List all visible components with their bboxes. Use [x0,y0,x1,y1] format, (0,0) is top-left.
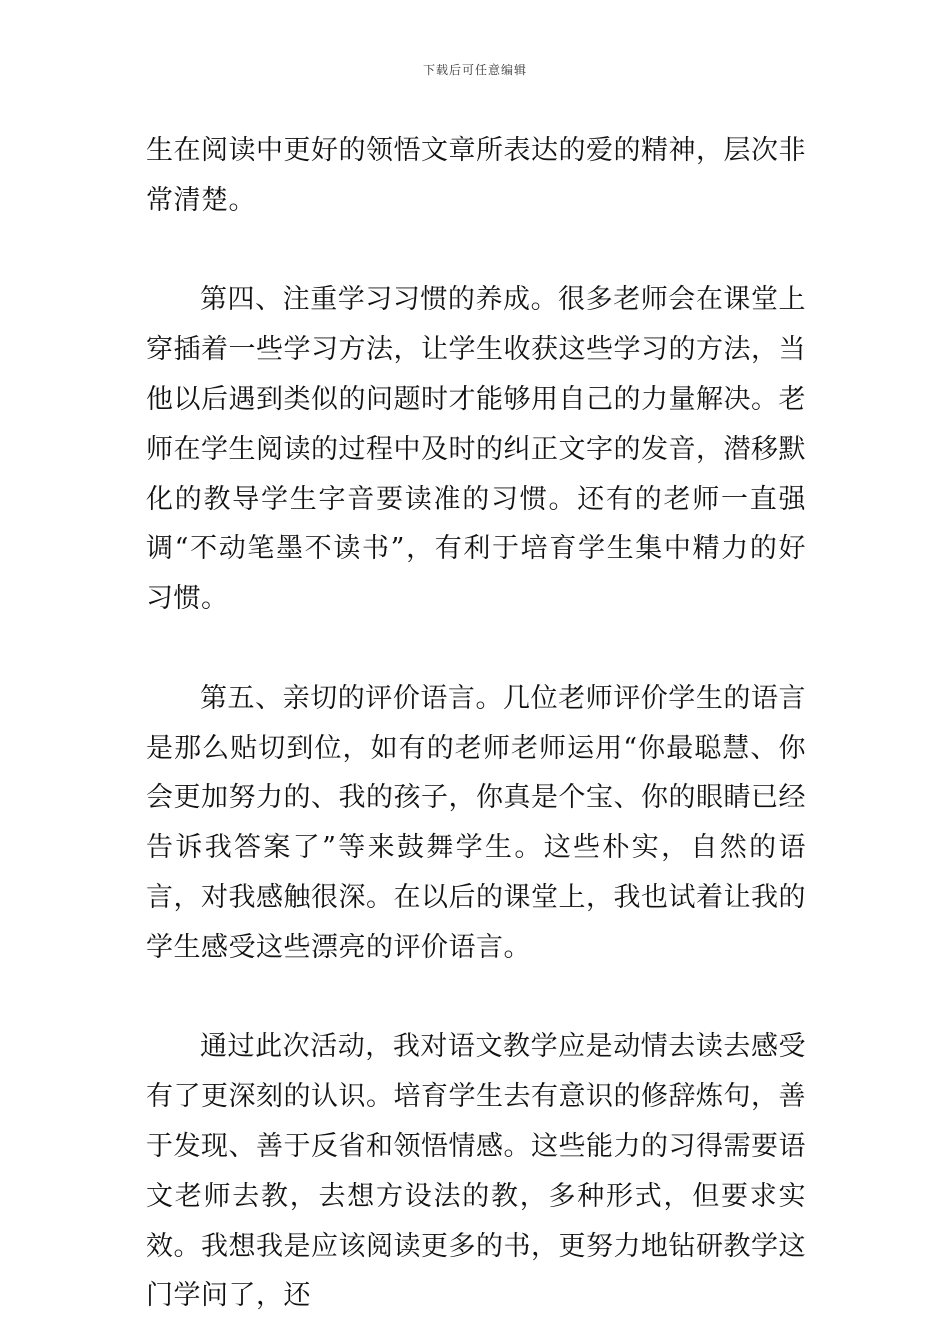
paragraph-study-habits: 第四、注重学习习惯的养成。很多老师会在课堂上穿插着一些学习方法，让学生收获这些学习的方法，当他以后遇到类似的问题时才能够用自己的力量解决。老师在学生阅读的过程中及时的纠正文字的发音，潜移默化的教导学生字音要读准的习惯。还有的老师一直强调“不动笔墨不读书”，有利于培育学生集中精力的好习惯。 [146,284,806,615]
paragraph-spacer [146,226,806,276]
paragraph-spacer [146,973,806,1023]
document-body [146,126,806,1321]
paragraph-reflection: 通过此次活动，我对语文教学应是动情去读去感受有了更深刻的认识。培育学生去有意识的修辞炼句，善于发现、善于反省和领悟情感。这些能力的习得需要语文老师去教，去想方设法的教，多种形式，但要求实效。我想我是应该阅读更多的书，更努力地钻研教学这门学问了，还 [146,1031,806,1312]
paragraph-evaluation-language: 第五、亲切的评价语言。几位老师评价学生的语言是那么贴切到位，如有的老师老师运用“你最聪慧、你会更加努力的、我的孩子，你真是个宝、你的眼睛已经告诉我答案了”等来鼓舞学生。这些朴实，自然的语言，对我感触很深。在以后的课堂上，我也试着让我的学生感受这些漂亮的评价语言。 [146,682,806,963]
paragraph-continuation: 生在阅读中更好的领悟文章所表达的爱的精神，层次非常清楚。 [146,135,806,216]
page-header-note: 下载后可任意编辑 [422,63,527,77]
paragraph-spacer [146,624,806,674]
